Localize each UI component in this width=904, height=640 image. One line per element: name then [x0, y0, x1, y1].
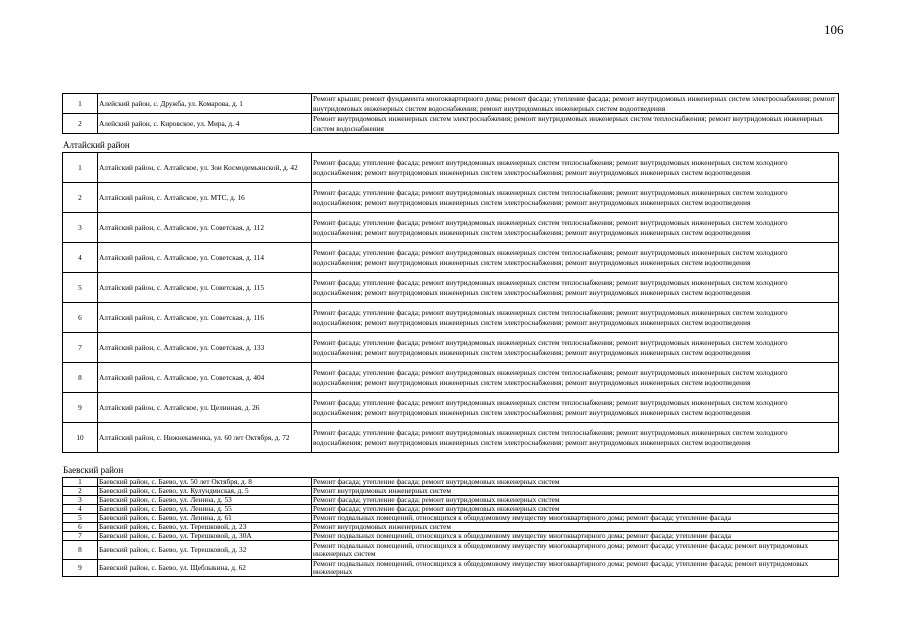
district-table — [62, 477, 839, 577]
row-number: 8 — [63, 541, 98, 560]
table-row — [63, 273, 839, 303]
works-cell: Ремонт фасада; утепление фасада; ремонт внутридомовых инженерных систем теплоснабжения; ремонт внутридомовых инженерных систем холодного водоснабжения; ремонт внутридомовых инженерных систем электроснабжения; ремонт внутридомовых инженерных систем водоотведения — [312, 393, 839, 423]
table-row — [63, 478, 839, 487]
works-cell: Ремонт фасада; утепление фасада; ремонт внутридомовых инженерных систем теплоснабжения; ремонт внутридомовых инженерных систем холодного водоснабжения; ремонт внутридомовых инженерных систем электроснабжения; ремонт внутридомовых инженерных систем водоотведения — [312, 243, 839, 273]
district-heading: Алтайский район — [63, 140, 130, 150]
address-cell: Алтайский район, с. Алтайское, ул. Советская, д. 116 — [98, 303, 312, 333]
row-number: 7 — [63, 532, 98, 541]
address-cell: Алтайский район, с. Алтайское, ул. МТС, д. 16 — [98, 183, 312, 213]
address-cell: Алтайский район, с. Алтайское, ул. Советская, д. 133 — [98, 333, 312, 363]
address-cell: Алейский район, с. Кировское, ул. Мира, д. 4 — [98, 114, 312, 134]
address-cell: Баевский район, с. Баево, ул. Терешковой, д. 23 — [98, 523, 312, 532]
row-number: 5 — [63, 273, 98, 303]
table-row — [63, 363, 839, 393]
district-table — [62, 93, 839, 134]
address-cell: Алтайский район, с. Алтайское, ул. Целинная, д. 26 — [98, 393, 312, 423]
works-cell: Ремонт фасада; утепление фасада; ремонт внутридомовых инженерных систем — [312, 505, 839, 514]
table-row — [63, 514, 839, 523]
row-number: 8 — [63, 363, 98, 393]
table-row — [63, 114, 839, 134]
district-heading: Баевский район — [63, 465, 124, 475]
table-row — [63, 333, 839, 363]
capital-repair-table — [62, 93, 838, 577]
works-cell: Ремонт фасада; утепление фасада; ремонт внутридомовых инженерных систем теплоснабжения; ремонт внутридомовых инженерных систем холодного водоснабжения; ремонт внутридомовых инженерных систем электроснабжения; ремонт внутридомовых инженерных систем водоотведения — [312, 363, 839, 393]
works-cell: Ремонт подвальных помещений, относящихся к общедомовому имуществу многоквартирного дома; ремонт фасада; утепление фасада; ремонт внутридомовых инженерных систем — [312, 541, 839, 560]
works-cell: Ремонт внутридомовых инженерных систем — [312, 523, 839, 532]
address-cell: Баевский район, с. Баево, ул. Ленина, д. 55 — [98, 505, 312, 514]
table-row — [63, 393, 839, 423]
works-cell: Ремонт фасада; утепление фасада; ремонт внутридомовых инженерных систем теплоснабжения; ремонт внутридомовых инженерных систем холодного водоснабжения; ремонт внутридомовых инженерных систем электроснабжения; ремонт внутридомовых инженерных систем водоотведения — [312, 153, 839, 183]
works-cell: Ремонт внутридомовых инженерных систем — [312, 487, 839, 496]
row-number: 3 — [63, 496, 98, 505]
address-cell: Баевский район, с. Баево, ул. Терешковой, д. 32 — [98, 541, 312, 560]
row-number: 10 — [63, 423, 98, 453]
table-row — [63, 496, 839, 505]
works-cell: Ремонт фасада; утепление фасада; ремонт внутридомовых инженерных систем теплоснабжения; ремонт внутридомовых инженерных систем холодного водоснабжения; ремонт внутридомовых инженерных систем электроснабжения; ремонт внутридомовых инженерных систем водоотведения — [312, 273, 839, 303]
row-number: 2 — [63, 183, 98, 213]
row-number: 4 — [63, 243, 98, 273]
row-number: 2 — [63, 114, 98, 134]
row-number: 6 — [63, 303, 98, 333]
page-number: 106 — [824, 22, 844, 37]
address-cell: Баевский район, с. Баево, ул. Ленина, д. 53 — [98, 496, 312, 505]
works-cell: Ремонт фасада; утепление фасада; ремонт внутридомовых инженерных систем — [312, 496, 839, 505]
address-cell: Баевский район, с. Баево, ул. 50 лет Октября, д. 8 — [98, 478, 312, 487]
address-cell: Алтайский район, с. Алтайское, ул. Советская, д. 114 — [98, 243, 312, 273]
address-cell: Алтайский район, с. Нижнекаменка, ул. 60 лет Октября, д. 72 — [98, 423, 312, 453]
works-cell: Ремонт крыши; ремонт фундамента многоквартирного дома; ремонт фасада; утепление фасада; ремонт внутридомовых инженерных систем электроснабжения; ремонт внутридомовых инженерных систем водоснабжения; ремонт внутридомовых инженерных систем водоотведения — [312, 94, 839, 114]
works-cell: Ремонт фасада; утепление фасада; ремонт внутридомовых инженерных систем — [312, 478, 839, 487]
address-cell: Алейский район, с. Дружба, ул. Комарова, д. 1 — [98, 94, 312, 114]
row-number: 5 — [63, 514, 98, 523]
address-cell: Баевский район, с. Баево, ул. Терешковой, д. 30А — [98, 532, 312, 541]
works-cell: Ремонт подвальных помещений, относящихся к общедомовому имуществу многоквартирного дома; ремонт фасада; утепление фасада — [312, 532, 839, 541]
table-row — [63, 487, 839, 496]
table-row — [63, 213, 839, 243]
row-number: 2 — [63, 487, 98, 496]
table-row — [63, 560, 839, 577]
address-cell: Алтайский район, с. Алтайское, ул. Советская, д. 115 — [98, 273, 312, 303]
works-cell: Ремонт фасада; утепление фасада; ремонт внутридомовых инженерных систем теплоснабжения; ремонт внутридомовых инженерных систем холодного водоснабжения; ремонт внутридомовых инженерных систем электроснабжения; ремонт внутридомовых инженерных систем водоотведения — [312, 183, 839, 213]
row-number: 4 — [63, 505, 98, 514]
row-number: 6 — [63, 523, 98, 532]
address-cell: Алтайский район, с. Алтайское, ул. Советская, д. 112 — [98, 213, 312, 243]
address-cell: Алтайский район, с. Алтайское, ул. Советская, д. 404 — [98, 363, 312, 393]
works-cell: Ремонт фасада; утепление фасада; ремонт внутридомовых инженерных систем теплоснабжения; ремонт внутридомовых инженерных систем холодного водоснабжения; ремонт внутридомовых инженерных систем электроснабжения; ремонт внутридомовых инженерных систем водоотведения — [312, 213, 839, 243]
works-cell: Ремонт подвальных помещений, относящихся к общедомовому имуществу многоквартирного дома; ремонт фасада; утепление фасада; ремонт внутридомовых инженерных — [312, 560, 839, 577]
works-cell: Ремонт подвальных помещений, относящихся к общедомовому имуществу многоквартирного дома; ремонт фасада; утепление фасада — [312, 514, 839, 523]
table-row — [63, 153, 839, 183]
table-row — [63, 94, 839, 114]
address-cell: Баевский район, с. Баево, ул. Ленина, д. 61 — [98, 514, 312, 523]
row-number: 9 — [63, 560, 98, 577]
table-row — [63, 303, 839, 333]
address-cell: Алтайский район, с. Алтайское, ул. Зои Космодемьянской, д. 42 — [98, 153, 312, 183]
row-number: 1 — [63, 94, 98, 114]
row-number: 1 — [63, 153, 98, 183]
works-cell: Ремонт фасада; утепление фасада; ремонт внутридомовых инженерных систем теплоснабжения; ремонт внутридомовых инженерных систем холодного водоснабжения; ремонт внутридомовых инженерных систем электроснабжения; ремонт внутридомовых инженерных систем водоотведения — [312, 303, 839, 333]
works-cell: Ремонт фасада; утепление фасада; ремонт внутридомовых инженерных систем теплоснабжения; ремонт внутридомовых инженерных систем холодного водоснабжения; ремонт внутридомовых инженерных систем электроснабжения; ремонт внутридомовых инженерных систем водоотведения — [312, 423, 839, 453]
table-row — [63, 243, 839, 273]
row-number: 7 — [63, 333, 98, 363]
works-cell: Ремонт фасада; утепление фасада; ремонт внутридомовых инженерных систем теплоснабжения; ремонт внутридомовых инженерных систем холодного водоснабжения; ремонт внутридомовых инженерных систем электроснабжения; ремонт внутридомовых инженерных систем водоотведения — [312, 333, 839, 363]
table-row — [63, 423, 839, 453]
works-cell: Ремонт внутридомовых инженерных систем электроснабжения; ремонт внутридомовых инженерных систем теплоснабжения; ремонт внутридомовых инженерных систем водоснабжения — [312, 114, 839, 134]
table-row — [63, 183, 839, 213]
district-table — [62, 152, 839, 453]
table-row — [63, 532, 839, 541]
address-cell: Баевский район, с. Баево, ул. Кулундинская, д. 5 — [98, 487, 312, 496]
table-row — [63, 541, 839, 560]
address-cell: Баевский район, с. Баево, ул. Щеблыкина, д. 62 — [98, 560, 312, 577]
row-number: 3 — [63, 213, 98, 243]
table-row — [63, 505, 839, 514]
row-number: 1 — [63, 478, 98, 487]
row-number: 9 — [63, 393, 98, 423]
table-row — [63, 523, 839, 532]
